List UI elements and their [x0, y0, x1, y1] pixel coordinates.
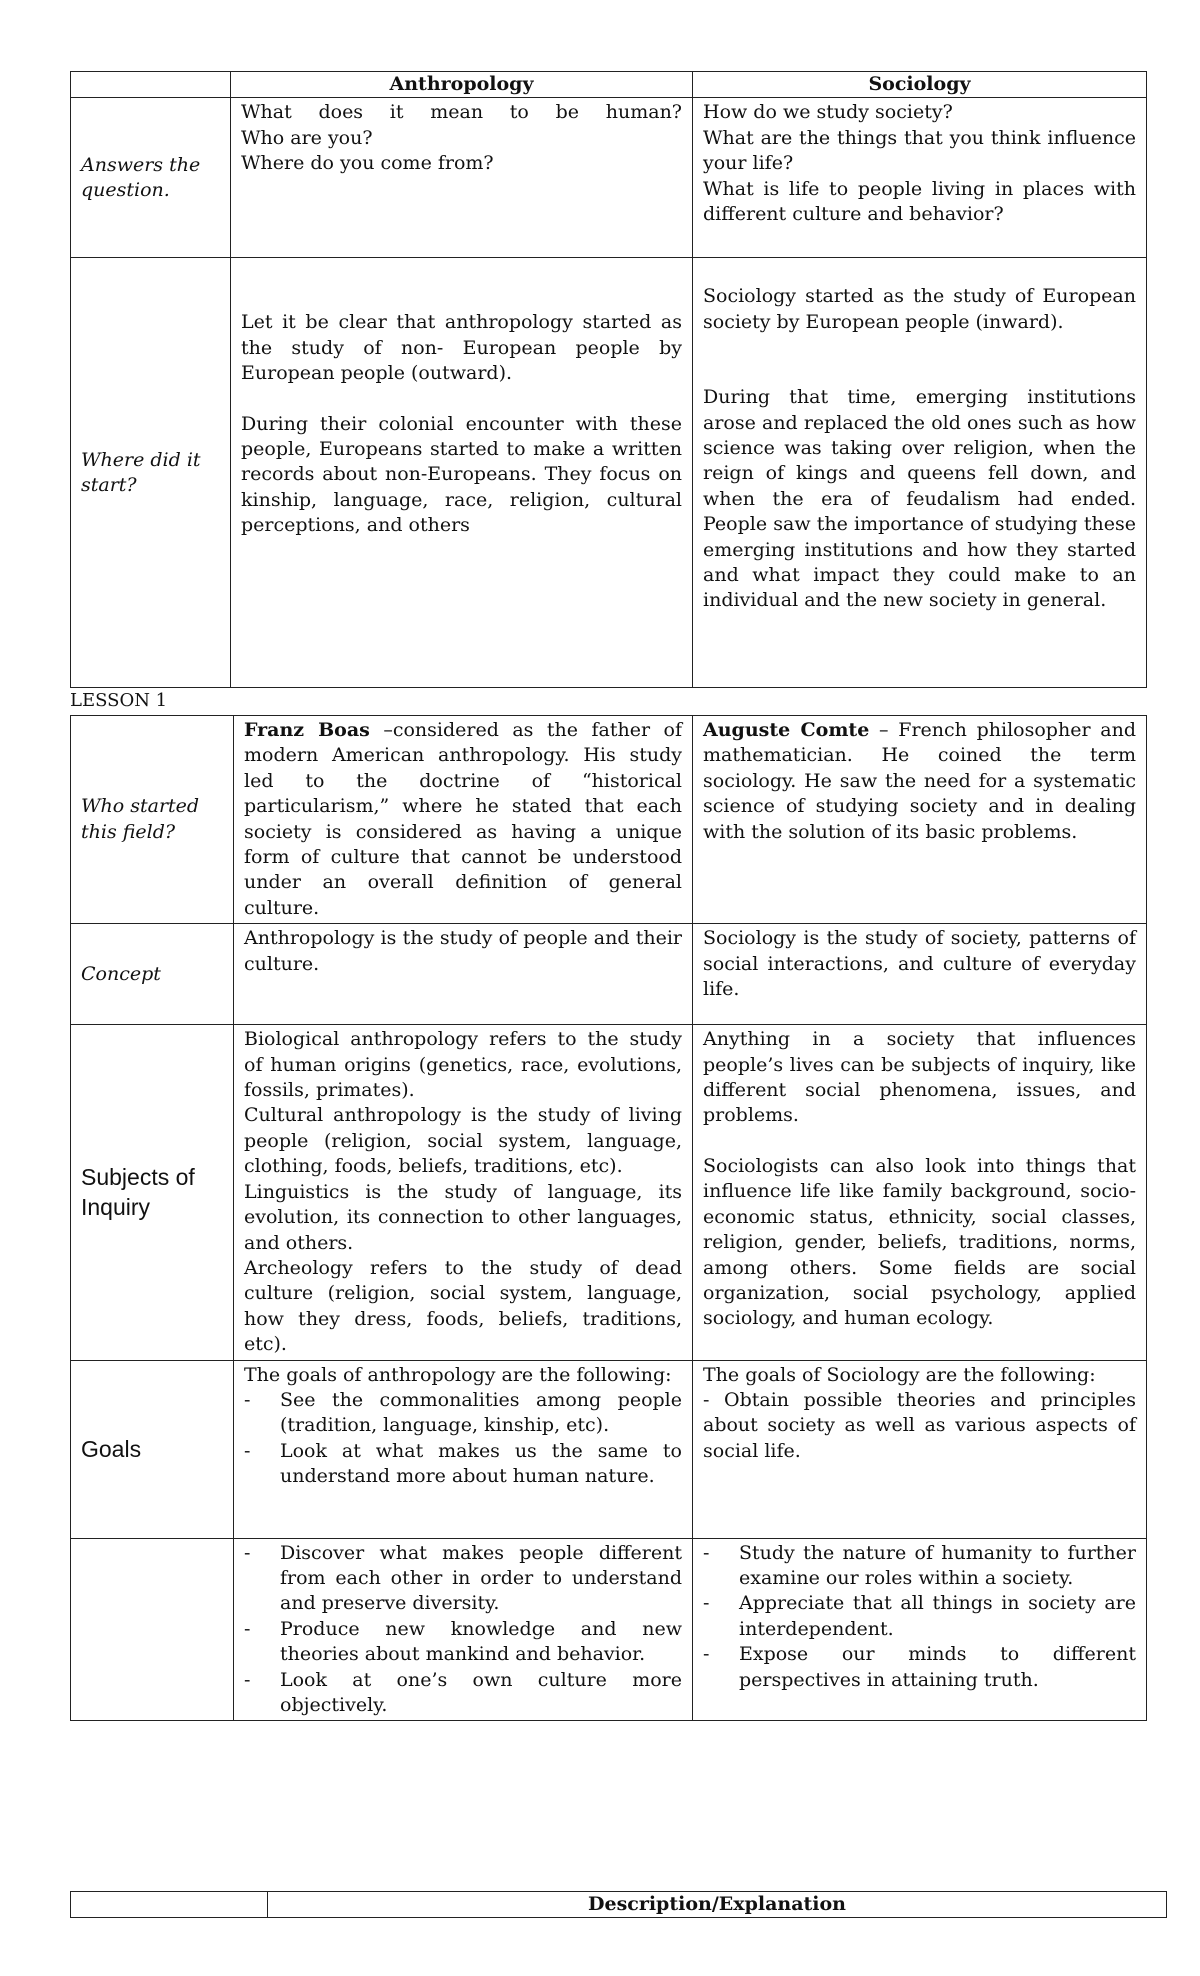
anthro-goals: [234, 1360, 693, 1538]
list-item: - Expose our minds to different perspectives in attaining truth.: [703, 1643, 1136, 1691]
socio-goals-intro: The goals of Sociology are the following:: [703, 1363, 1096, 1386]
subject-archeology: Archeology refers to the study of dead culture (religion, social system, language, how they dress, foods, beliefs, traditions, etc).: [244, 1256, 682, 1356]
socio-subjects-p2: Sociologists can also look into things that influence life like family background, socio- economic status, ethnicity, social classes, religion, gender, beliefs, traditions, norms, among others. Some fields are social organization, social psychology, applied sociology, and human ecology.: [703, 1154, 1136, 1330]
socio-question-1: How do we study society?: [703, 101, 953, 124]
row-concept: [71, 924, 1147, 1025]
list-item: - See the commonalities among people (tradition, language, kinship, etc).: [244, 1388, 682, 1437]
socio-founder-name: Auguste Comte: [703, 719, 870, 741]
socio-questions: [693, 98, 1147, 258]
anthro-origin: [231, 258, 693, 688]
row-goals: [71, 1360, 1147, 1538]
row-where-start: [71, 258, 1147, 688]
header-blank: [71, 1892, 268, 1918]
socio-origin-p2: During that time, emerging institutions arose and replaced the old ones such as how science was taking over religion, when the reign of kings and queens fell down, and when the era of feudalism had ended. People saw the importance of studying these emerging institutions and how they started and what impact they could make to an individual and the new society in general.: [703, 386, 1136, 612]
anthro-goals-intro: The goals of anthropology are the following:: [244, 1363, 672, 1386]
row-label: Answers the question.: [71, 98, 231, 258]
lesson-label: LESSON 1: [70, 690, 168, 711]
list-item: - Study the nature of humanity to further examine our roles within a society.: [703, 1541, 1136, 1589]
socio-origin: [693, 258, 1147, 688]
anthro-goals-more: [234, 1538, 693, 1721]
anthro-founder-name: Franz Boas: [244, 719, 370, 741]
row-subjects: [71, 1025, 1147, 1360]
row-label: Who started this field?: [71, 716, 234, 924]
subject-linguistics: Linguistics is the study of language, its evolution, its connection to other languages, and others.: [244, 1180, 682, 1254]
list-item: - Produce new knowledge and new theories about mankind and behavior.: [244, 1617, 682, 1666]
row-label: Where did it start?: [71, 258, 231, 688]
anthro-origin-p1: Let it be clear that anthropology started as the study of non- European people by European people (outward).: [241, 311, 682, 385]
socio-founder-text: – French philosopher and mathematician. He coined the term sociology. He saw the need for a systematic science of studying society and in dealing with the solution of its basic problems.: [703, 719, 1136, 843]
anthro-question-3: Where do you come from?: [241, 152, 494, 175]
socio-founder: [693, 716, 1147, 924]
list-item: - Appreciate that all things in society are interdependent.: [703, 1592, 1136, 1640]
socio-question-2: What are the things that you think influence your life?: [703, 126, 1136, 175]
row-founder: [71, 716, 1147, 924]
anthro-origin-p2: During their colonial encounter with these people, Europeans started to make a written records about non-Europeans. They focus on kinship, language, race, religion, cultural perceptions, and others: [241, 412, 682, 537]
anthro-questions: [231, 98, 693, 258]
row-label-blank: [71, 1538, 234, 1721]
list-item: - Discover what makes people different from each other in order to understand and preserve diversity.: [244, 1541, 682, 1615]
header-sociology: Sociology: [693, 72, 1147, 98]
subject-cultural: Cultural anthropology is the study of living people (religion, social system, language, clothing, foods, beliefs, traditions, etc).: [244, 1104, 682, 1178]
socio-origin-p1: Sociology started as the study of European society by European people (inward).: [703, 285, 1136, 333]
row-label: Subjects of Inquiry: [71, 1025, 234, 1360]
list-item: - Look at what makes us the same to understand more about human nature.: [244, 1439, 682, 1488]
header-row: [71, 1892, 1167, 1918]
anthro-question-2: Who are you?: [241, 126, 373, 149]
socio-goals-item: - Obtain possible theories and principles about society as well as various aspects of social life.: [703, 1388, 1136, 1462]
row-label: Concept: [71, 924, 234, 1025]
comparison-table-bottom: [70, 715, 1147, 1721]
socio-goals-more: [693, 1538, 1147, 1721]
socio-subjects-p1: Anything in a society that influences people’s lives can be subjects of inquiry, like different social phenomena, issues, and problems.: [703, 1028, 1136, 1127]
list-item: - Look at one’s own culture more objectively.: [244, 1668, 682, 1716]
anthro-concept: Anthropology is the study of people and their culture.: [234, 924, 693, 1025]
socio-goals: [693, 1360, 1147, 1538]
anthro-founder-text: –considered as the father of modern American anthropology. His study led to the doctrine of “historical particularism,” where he stated that each society is considered as having a unique form of culture that cannot be understood under an overall definition of general culture.: [244, 719, 682, 919]
socio-question-3: What is life to people living in places with different culture and behavior?: [703, 177, 1136, 226]
row-answers-question: [71, 98, 1147, 258]
subject-biological: Biological anthropology refers to the study of human origins (genetics, race, evolutions, fossils, primates).: [244, 1028, 682, 1102]
row-label: Goals: [71, 1360, 234, 1538]
header-anthropology: Anthropology: [231, 72, 693, 98]
header-row: [71, 72, 1147, 98]
socio-subjects: [693, 1025, 1147, 1360]
comparison-table-top: [70, 71, 1147, 688]
anthro-subjects: [234, 1025, 693, 1360]
row-goals-continued: [71, 1538, 1147, 1721]
anthro-founder: [234, 716, 693, 924]
header-description: Description/Explanation: [268, 1892, 1167, 1918]
header-blank: [71, 72, 231, 98]
anthro-question-1: What does it mean to be human?: [241, 101, 682, 124]
socio-concept: Sociology is the study of society, patterns of social interactions, and culture of everyday life.: [693, 924, 1147, 1025]
description-table: [70, 1891, 1167, 1918]
